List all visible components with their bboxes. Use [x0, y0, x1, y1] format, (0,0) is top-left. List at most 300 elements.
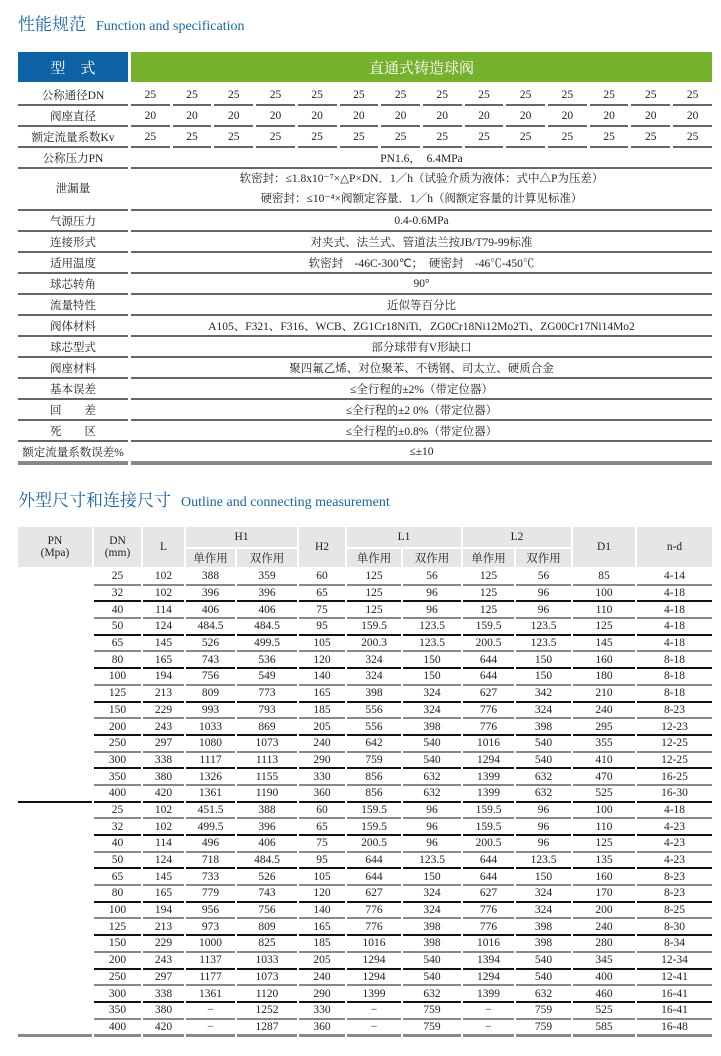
row-label: 回 差: [18, 400, 128, 421]
cell: −: [347, 1003, 401, 1020]
cell: 350: [94, 1003, 141, 1020]
cell: 406: [237, 602, 297, 619]
header-l: L: [143, 527, 184, 569]
cell: 644: [463, 853, 514, 870]
cell: 65: [299, 586, 345, 603]
cell: 95: [299, 853, 345, 870]
cell: 776: [463, 719, 514, 736]
header-h1-single: 单作用: [186, 549, 235, 569]
cell: 75: [299, 602, 345, 619]
cell: 585: [573, 1020, 635, 1038]
cell: −: [463, 1003, 514, 1020]
type-label: 型 式: [18, 52, 128, 85]
cell: 20: [131, 106, 170, 127]
pn-cell: [18, 736, 92, 753]
cell: 40: [94, 602, 141, 619]
cell: 50: [94, 853, 141, 870]
cell: 25: [340, 85, 379, 106]
cell: 776: [463, 703, 514, 720]
cell: 80: [94, 886, 141, 903]
pn-cell: [18, 953, 92, 970]
cell: 410: [573, 753, 635, 770]
cell: 12-23: [637, 719, 712, 736]
cell: 644: [463, 669, 514, 686]
cell: 150: [403, 669, 461, 686]
cell: 100: [573, 803, 635, 820]
cell: 20: [590, 106, 629, 127]
cell: 20: [423, 106, 462, 127]
cell: 159.5: [463, 819, 514, 836]
cell: 20: [548, 106, 587, 127]
table-row: [18, 569, 712, 586]
cell: 60: [299, 803, 345, 820]
cell: 114: [143, 602, 184, 619]
cell: 25: [673, 127, 712, 148]
row-value: ≤全行程的±0.8%（带定位器）: [131, 421, 712, 442]
cell: 324: [516, 886, 571, 903]
type-value: 直通式铸造球阀: [131, 52, 712, 85]
cell: 140: [299, 669, 345, 686]
pn-cell: [18, 1020, 92, 1038]
cell: 125: [463, 586, 514, 603]
cell: 125: [347, 602, 401, 619]
cell: 150: [516, 669, 571, 686]
cell: 125: [347, 586, 401, 603]
table-row: [18, 669, 712, 686]
cell: 420: [143, 1020, 184, 1038]
spec-row: [18, 295, 712, 316]
cell: 460: [573, 986, 635, 1003]
spec-row: [18, 274, 712, 295]
cell: 243: [143, 953, 184, 970]
table-row: [18, 869, 712, 886]
pn-cell: [18, 636, 92, 653]
cell: 388: [237, 803, 297, 820]
cell: 25: [590, 85, 629, 106]
cell: 165: [299, 919, 345, 936]
cell: 1399: [463, 786, 514, 803]
cell: 120: [299, 886, 345, 903]
cell: 12-25: [637, 753, 712, 770]
cell: 16-41: [637, 1003, 712, 1020]
cell: 229: [143, 703, 184, 720]
cell: 398: [516, 936, 571, 953]
pn-cell: [18, 786, 92, 803]
cell: 759: [516, 1003, 571, 1020]
cell: 125: [463, 569, 514, 586]
cell: 1399: [463, 986, 514, 1003]
table-row: [18, 703, 712, 720]
cell: 526: [186, 636, 235, 653]
cell: 380: [143, 1003, 184, 1020]
cell: 145: [573, 636, 635, 653]
cell: 632: [403, 986, 461, 1003]
row-value: A105、F321、F316、WCB、ZG1Cr18NiTi．ZG0Cr18Ni12Mo2Ti、ZG00Cr17Ni14Mo2: [131, 316, 712, 337]
row-value: 聚四氟乙烯、对位聚苯、不锈钢、司太立、硬质合金: [131, 358, 712, 379]
cell: 759: [516, 1020, 571, 1038]
cell: 359: [237, 569, 297, 586]
cell: 123.5: [516, 636, 571, 653]
cell: 180: [573, 669, 635, 686]
cell: 25: [256, 127, 295, 148]
cell: 300: [94, 986, 141, 1003]
spec-row: [18, 148, 712, 169]
cell: 194: [143, 669, 184, 686]
pn-cell: [18, 569, 92, 586]
header-l1-single: 单作用: [347, 549, 401, 569]
cell: 484.5: [237, 619, 297, 636]
pn-cell: [18, 836, 92, 853]
cell: 496: [186, 836, 235, 853]
row-label: 适用温度: [18, 253, 128, 274]
spec-section-title: [18, 10, 245, 35]
cell: 973: [186, 919, 235, 936]
row-label: 连接形式: [18, 232, 128, 253]
pn-cell: [18, 652, 92, 669]
cell: 135: [573, 853, 635, 870]
dimension-table: [16, 527, 714, 1037]
pn-cell: [18, 919, 92, 936]
cell: 1326: [186, 769, 235, 786]
cell: 20: [381, 106, 420, 127]
row-label: 公称通径DN: [18, 85, 128, 106]
cell: 540: [403, 970, 461, 987]
cell: 793: [237, 703, 297, 720]
cell: 170: [573, 886, 635, 903]
cell: 644: [347, 853, 401, 870]
cell: 8-23: [637, 703, 712, 720]
seat-row: [18, 106, 712, 127]
cell: 398: [516, 919, 571, 936]
cell: 25: [298, 85, 337, 106]
cell: 8-18: [637, 686, 712, 703]
cell: 8-18: [637, 652, 712, 669]
cell: 140: [299, 903, 345, 920]
cell: 759: [347, 753, 401, 770]
cell: 20: [214, 106, 253, 127]
cell: 856: [347, 769, 401, 786]
cell: 776: [463, 919, 514, 936]
cell: 40: [94, 836, 141, 853]
spec-row: [18, 442, 712, 465]
spec-row: [18, 379, 712, 400]
cell: 125: [94, 686, 141, 703]
table-row: [18, 819, 712, 836]
pn-cell: [18, 1003, 92, 1020]
cell: 159.5: [347, 619, 401, 636]
cell: 4-18: [637, 602, 712, 619]
cell: 1016: [347, 936, 401, 953]
cell: 65: [299, 819, 345, 836]
cell: 1016: [463, 936, 514, 953]
cell: 406: [237, 836, 297, 853]
cell: 779: [186, 886, 235, 903]
value-line: 软密封：≤1.8x10⁻⁷×△P×DN．1／h（试验介质为液体：式中△P为压差）: [239, 173, 604, 185]
cell: 540: [403, 736, 461, 753]
row-label: 公称压力PN: [18, 148, 128, 169]
title-cn: 外型尺寸和连接尺寸: [18, 491, 171, 511]
cell: 165: [299, 686, 345, 703]
cell: 4-23: [637, 836, 712, 853]
cell: 8-18: [637, 669, 712, 686]
cell: 759: [403, 1020, 461, 1038]
cell: 8-23: [637, 869, 712, 886]
cell: 632: [516, 986, 571, 1003]
cell: 1190: [237, 786, 297, 803]
cell: 200.3: [347, 636, 401, 653]
cell: 540: [516, 953, 571, 970]
cell: −: [463, 1020, 514, 1038]
pn-cell: [18, 903, 92, 920]
cell: 96: [403, 586, 461, 603]
row-label: 额定流量系数Kv: [18, 127, 128, 148]
header-h1: H1: [186, 527, 297, 549]
row-label: 球芯型式: [18, 337, 128, 358]
pn-cell: [18, 819, 92, 836]
type-row: [18, 52, 712, 85]
cell: 96: [516, 819, 571, 836]
cell: 194: [143, 903, 184, 920]
cell: 733: [186, 869, 235, 886]
cell: 290: [299, 986, 345, 1003]
cell: 25: [340, 127, 379, 148]
cell: 159.5: [347, 803, 401, 820]
cell: 743: [186, 652, 235, 669]
row-label: 额定流量系数误差%: [18, 442, 128, 465]
cell: 295: [573, 719, 635, 736]
pn-cell: [18, 602, 92, 619]
cell: 1033: [237, 953, 297, 970]
cell: 451.5: [186, 803, 235, 820]
cell: 200.5: [463, 636, 514, 653]
cell: 1361: [186, 986, 235, 1003]
header-l1: L1: [347, 527, 461, 549]
cell: 540: [403, 753, 461, 770]
cell: 150: [403, 869, 461, 886]
cell: 324: [403, 703, 461, 720]
pn-cell: [18, 853, 92, 870]
cell: 300: [94, 753, 141, 770]
cell: 159.5: [347, 819, 401, 836]
pn-cell: [18, 703, 92, 720]
pn-cell: [18, 869, 92, 886]
table-row: [18, 903, 712, 920]
cell: 12-34: [637, 953, 712, 970]
cell: 75: [299, 836, 345, 853]
cell: 25: [506, 85, 545, 106]
header-nd: n-d: [637, 527, 712, 569]
cell: 869: [237, 719, 297, 736]
cell: 80: [94, 652, 141, 669]
cell: 398: [403, 719, 461, 736]
cell: 205: [299, 719, 345, 736]
cell: 25: [673, 85, 712, 106]
cell: 20: [465, 106, 504, 127]
cell: 25: [381, 85, 420, 106]
cell: 297: [143, 736, 184, 753]
header-l2-single: 单作用: [463, 549, 514, 569]
cell: 324: [403, 886, 461, 903]
cell: 125: [573, 619, 635, 636]
cell: 484.5: [237, 853, 297, 870]
cell: 420: [143, 786, 184, 803]
cell: 1113: [237, 753, 297, 770]
cell: 120: [299, 652, 345, 669]
table-row: [18, 936, 712, 953]
cell: 16-30: [637, 786, 712, 803]
table-row: [18, 652, 712, 669]
cell: 1080: [186, 736, 235, 753]
table-row: [18, 619, 712, 636]
cell: 1252: [237, 1003, 297, 1020]
cell: 388: [186, 569, 235, 586]
cell: 100: [94, 903, 141, 920]
cell: 809: [186, 686, 235, 703]
table-row: [18, 736, 712, 753]
cell: 105: [299, 869, 345, 886]
cell: 150: [94, 936, 141, 953]
cell: 324: [516, 703, 571, 720]
cell: 25: [465, 127, 504, 148]
cell: 25: [548, 85, 587, 106]
cell: 360: [299, 1020, 345, 1038]
cell: 96: [403, 803, 461, 820]
pn-cell: [18, 686, 92, 703]
cell: 540: [516, 753, 571, 770]
pn-cell: [18, 970, 92, 987]
cell: 330: [299, 1003, 345, 1020]
cell: 536: [237, 652, 297, 669]
cell: 150: [516, 652, 571, 669]
kv-row: [18, 127, 712, 148]
header-l1-double: 双作用: [403, 549, 461, 569]
cell: 773: [237, 686, 297, 703]
cell: 150: [403, 652, 461, 669]
cell: 756: [186, 669, 235, 686]
cell: 25: [631, 85, 670, 106]
cell: 776: [463, 903, 514, 920]
cell: 1361: [186, 786, 235, 803]
cell: 632: [403, 769, 461, 786]
cell: 1294: [347, 970, 401, 987]
row-value: ≤全行程的±2 0%（带定位器）: [131, 400, 712, 421]
cell: 110: [573, 819, 635, 836]
cell: 1294: [347, 953, 401, 970]
row-value: ≤±10: [131, 442, 712, 465]
cell: 632: [516, 769, 571, 786]
row-label: 流量特性: [18, 295, 128, 316]
cell: 398: [403, 936, 461, 953]
cell: 124: [143, 619, 184, 636]
row-label: 球芯转角: [18, 274, 128, 295]
cell: 718: [186, 853, 235, 870]
spec-row: [18, 400, 712, 421]
cell: 123.5: [516, 619, 571, 636]
title-en: Function and specification: [96, 19, 245, 34]
cell: 1294: [463, 753, 514, 770]
cell: 743: [237, 886, 297, 903]
cell: 484.5: [186, 619, 235, 636]
cell: 123.5: [516, 853, 571, 870]
cell: 1155: [237, 769, 297, 786]
cell: 32: [94, 819, 141, 836]
cell: 125: [94, 919, 141, 936]
dn-row: [18, 85, 712, 106]
cell: 100: [573, 586, 635, 603]
row-value: [131, 169, 712, 211]
cell: 540: [403, 953, 461, 970]
cell: 4-18: [637, 586, 712, 603]
cell: 125: [573, 836, 635, 853]
cell: 1399: [347, 986, 401, 1003]
cell: 96: [516, 803, 571, 820]
pn-cell: [18, 886, 92, 903]
cell: 16-25: [637, 769, 712, 786]
cell: 1287: [237, 1020, 297, 1038]
cell: 240: [573, 919, 635, 936]
pn-cell: [18, 986, 92, 1003]
cell: 20: [173, 106, 212, 127]
cell: 759: [403, 1003, 461, 1020]
cell: 250: [94, 970, 141, 987]
cell: 20: [673, 106, 712, 127]
pn-cell: [18, 753, 92, 770]
cell: 1000: [186, 936, 235, 953]
header-dn: DN (mm): [94, 527, 141, 569]
cell: 25: [256, 85, 295, 106]
cell: 398: [516, 719, 571, 736]
cell: 229: [143, 936, 184, 953]
table-row: [18, 753, 712, 770]
table-row: [18, 970, 712, 987]
cell: 25: [631, 127, 670, 148]
cell: 1120: [237, 986, 297, 1003]
cell: 25: [465, 85, 504, 106]
cell: 280: [573, 936, 635, 953]
cell: 1177: [186, 970, 235, 987]
header-l2: L2: [463, 527, 571, 549]
cell: 956: [186, 903, 235, 920]
cell: 213: [143, 919, 184, 936]
cell: 776: [347, 903, 401, 920]
cell: 25: [590, 127, 629, 148]
cell: 360: [299, 786, 345, 803]
cell: 400: [94, 1020, 141, 1038]
cell: 150: [516, 869, 571, 886]
cell: 159.5: [463, 803, 514, 820]
spec-row: [18, 421, 712, 442]
cell: 290: [299, 753, 345, 770]
cell: 1016: [463, 736, 514, 753]
cell: 102: [143, 586, 184, 603]
cell: 102: [143, 803, 184, 820]
cell: 96: [403, 836, 461, 853]
table-row: [18, 602, 712, 619]
cell: 324: [403, 903, 461, 920]
cell: 1117: [186, 753, 235, 770]
row-label: 死 区: [18, 421, 128, 442]
cell: 1033: [186, 719, 235, 736]
cell: 165: [143, 652, 184, 669]
cell: 50: [94, 619, 141, 636]
title-cn: 性能规范: [18, 15, 86, 35]
row-value: 部分球带有V形缺口: [131, 337, 712, 358]
value-line: 硬密封：≤10⁻⁴×阀额定容量．1／h（阀额定容量的计算见标准）: [260, 193, 583, 205]
cell: 642: [347, 736, 401, 753]
cell: 200: [573, 903, 635, 920]
cell: 25: [214, 127, 253, 148]
cell: 4-23: [637, 819, 712, 836]
